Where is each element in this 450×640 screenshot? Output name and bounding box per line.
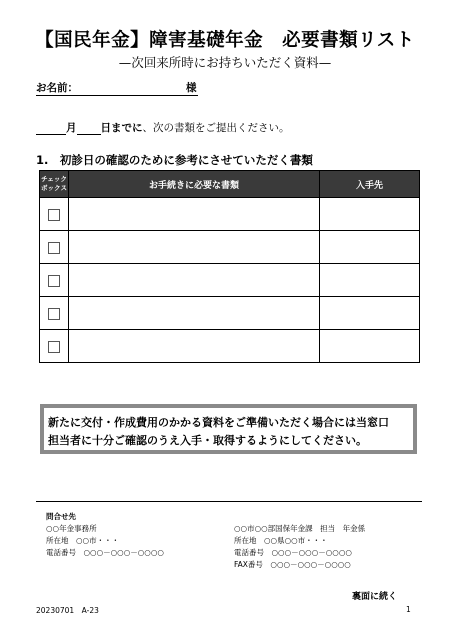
- table-row: [40, 264, 420, 297]
- checkbox[interactable]: [48, 341, 60, 353]
- contact-left: [46, 511, 164, 559]
- document-cell[interactable]: [69, 330, 320, 363]
- month-label: 月: [66, 122, 77, 134]
- name-field-line[interactable]: [36, 95, 198, 96]
- section-heading: 1. 初診日の確認のために参考にさせていただく書類: [36, 153, 313, 167]
- check-cell: [40, 264, 69, 297]
- name-label: お名前：: [36, 82, 78, 94]
- page-number: 1: [406, 605, 411, 614]
- documents-column-header: お手続きに必要な書類: [69, 171, 320, 198]
- checkbox[interactable]: [48, 275, 60, 287]
- source-cell[interactable]: [320, 231, 420, 264]
- document-id: 20230701 A-23: [36, 606, 99, 615]
- page-title: 【国民年金】障害基礎年金 必要書類リスト: [35, 30, 415, 51]
- source-cell[interactable]: [320, 330, 420, 363]
- table-row: [40, 231, 420, 264]
- notice-line-1: 新たに交付・作成費用のかかる資料をご準備いただく場合には当窓口: [48, 416, 389, 429]
- document-table: [39, 170, 420, 363]
- checkbox[interactable]: [48, 308, 60, 320]
- checkbox[interactable]: [48, 209, 60, 221]
- contact-heading: 問合せ先: [46, 512, 76, 521]
- table-row: [40, 297, 420, 330]
- day-prefix: 日までに: [100, 122, 143, 134]
- contact-address: 所在地 ○○市・・・: [46, 536, 120, 545]
- contact-phone: 電話番号 ○○○－○○○－○○○○: [46, 548, 164, 557]
- source-column-header: 入手先: [320, 171, 420, 198]
- check-cell: [40, 297, 69, 330]
- check-header-line2: ボックス: [41, 184, 67, 192]
- month-blank[interactable]: [36, 121, 66, 135]
- check-cell: [40, 330, 69, 363]
- document-cell[interactable]: [69, 264, 320, 297]
- contact-right: [234, 523, 365, 571]
- page-subtitle: —次回来所時にお持ちいただく資料—: [118, 55, 332, 70]
- contact-phone: 電話番号 ○○○－○○○－○○○○: [234, 548, 352, 557]
- source-cell[interactable]: [320, 297, 420, 330]
- notice-line-2: 担当者に十分ご確認のうえ入手・取得するようにしてください。: [48, 434, 367, 447]
- check-column-header: [40, 171, 69, 198]
- document-cell[interactable]: [69, 231, 320, 264]
- check-cell: [40, 231, 69, 264]
- day-blank[interactable]: [77, 121, 101, 135]
- contact-dept: ○○市○○部国保年金課 担当 年金係: [234, 524, 366, 533]
- source-cell[interactable]: [320, 198, 420, 231]
- footer-divider: [36, 501, 422, 502]
- notice-box: [40, 404, 417, 454]
- contact-fax: FAX番号 ○○○－○○○－○○○○: [234, 560, 351, 569]
- table-row: [40, 198, 420, 231]
- check-header-line1: チェック: [41, 175, 67, 183]
- document-cell[interactable]: [69, 198, 320, 231]
- name-suffix: 様: [186, 82, 197, 94]
- deadline-text: 、次の書類をご提出ください。: [142, 122, 290, 134]
- source-cell[interactable]: [320, 264, 420, 297]
- checkbox[interactable]: [48, 242, 60, 254]
- contact-office: ○○年金事務所: [46, 524, 97, 533]
- continue-label: 裏面に続く: [352, 592, 398, 602]
- document-cell[interactable]: [69, 297, 320, 330]
- check-cell: [40, 198, 69, 231]
- table-header-row: [40, 171, 420, 198]
- contact-address: 所在地 ○○県○○市・・・: [234, 536, 328, 545]
- table-row: [40, 330, 420, 363]
- deadline-line: [36, 120, 290, 135]
